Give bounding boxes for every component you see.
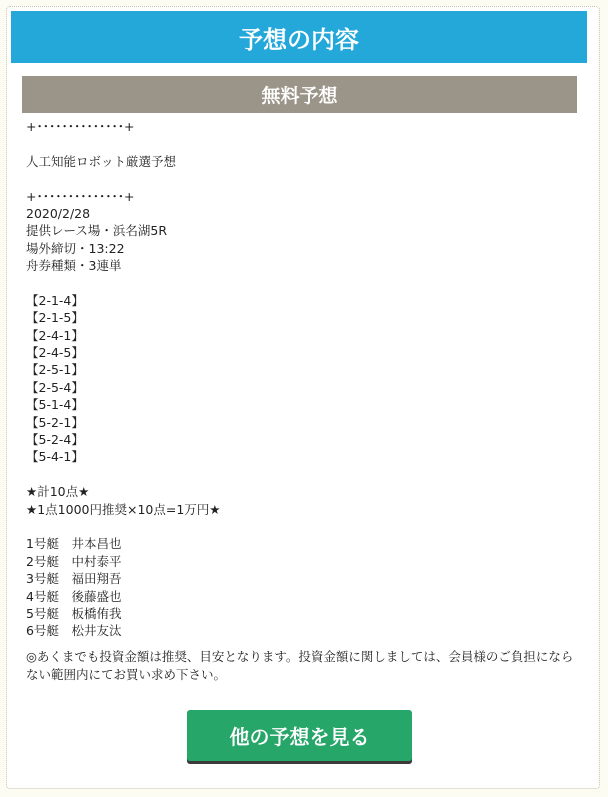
content-line <box>26 466 576 483</box>
combination-item: 【2-1-4】 <box>26 292 84 308</box>
race-venue: 提供レース場・浜名湖5R <box>26 223 168 239</box>
racer-item: 5号艇 板橋侑我 <box>26 605 122 621</box>
racer-item: 4号艇 後藤盛也 <box>26 588 122 604</box>
section-header <box>22 76 577 113</box>
content-line <box>26 135 576 152</box>
racer-item: 6号艇 松井友汰 <box>26 623 122 639</box>
racer-item: 2号艇 中村泰平 <box>26 553 122 569</box>
content-line: 人工知能ロボット厳選予想 <box>26 153 177 169</box>
racer-item: 1号艇 井本昌也 <box>26 536 122 552</box>
content-line: +･･････････････+ <box>26 188 135 204</box>
combination-item: 【2-1-5】 <box>26 310 84 326</box>
ticket-type: 舟券種類・3連単 <box>26 258 122 274</box>
recommended-stake: ★1点1000円推奨×10点=1万円★ <box>26 501 221 517</box>
button-label: 他の予想を見る <box>229 725 370 749</box>
total-points: ★計10点★ <box>26 484 90 500</box>
content-line <box>26 275 576 292</box>
investment-notice: ◎あくまでも投資金額は推奨、目安となります。投資金額に関しましては、会員様のご負担にならない範囲内にてお買い求め下さい。 <box>26 649 574 682</box>
deadline-time: 場外締切・13:22 <box>26 240 125 256</box>
combination-item: 【5-2-1】 <box>26 414 84 430</box>
content-line <box>26 170 576 187</box>
combination-item: 【2-5-1】 <box>26 362 84 378</box>
section-title: 無料予想 <box>261 85 338 107</box>
content-line: +･･････････････+ <box>26 119 135 134</box>
combination-item: 【5-2-4】 <box>26 432 84 448</box>
combination-item: 【2-4-1】 <box>26 327 84 343</box>
prediction-content <box>26 118 576 640</box>
content-line <box>26 518 576 535</box>
combination-item: 【2-5-4】 <box>26 379 84 395</box>
page-title: 予想の内容 <box>239 25 359 54</box>
combination-item: 【2-4-5】 <box>26 345 84 361</box>
view-other-predictions-button[interactable] <box>187 710 412 761</box>
race-date: 2020/2/28 <box>26 205 91 221</box>
combination-item: 【5-4-1】 <box>26 449 84 465</box>
page-header <box>11 11 587 63</box>
racer-item: 3号艇 福田翔吾 <box>26 571 122 587</box>
combination-item: 【5-1-4】 <box>26 397 84 413</box>
